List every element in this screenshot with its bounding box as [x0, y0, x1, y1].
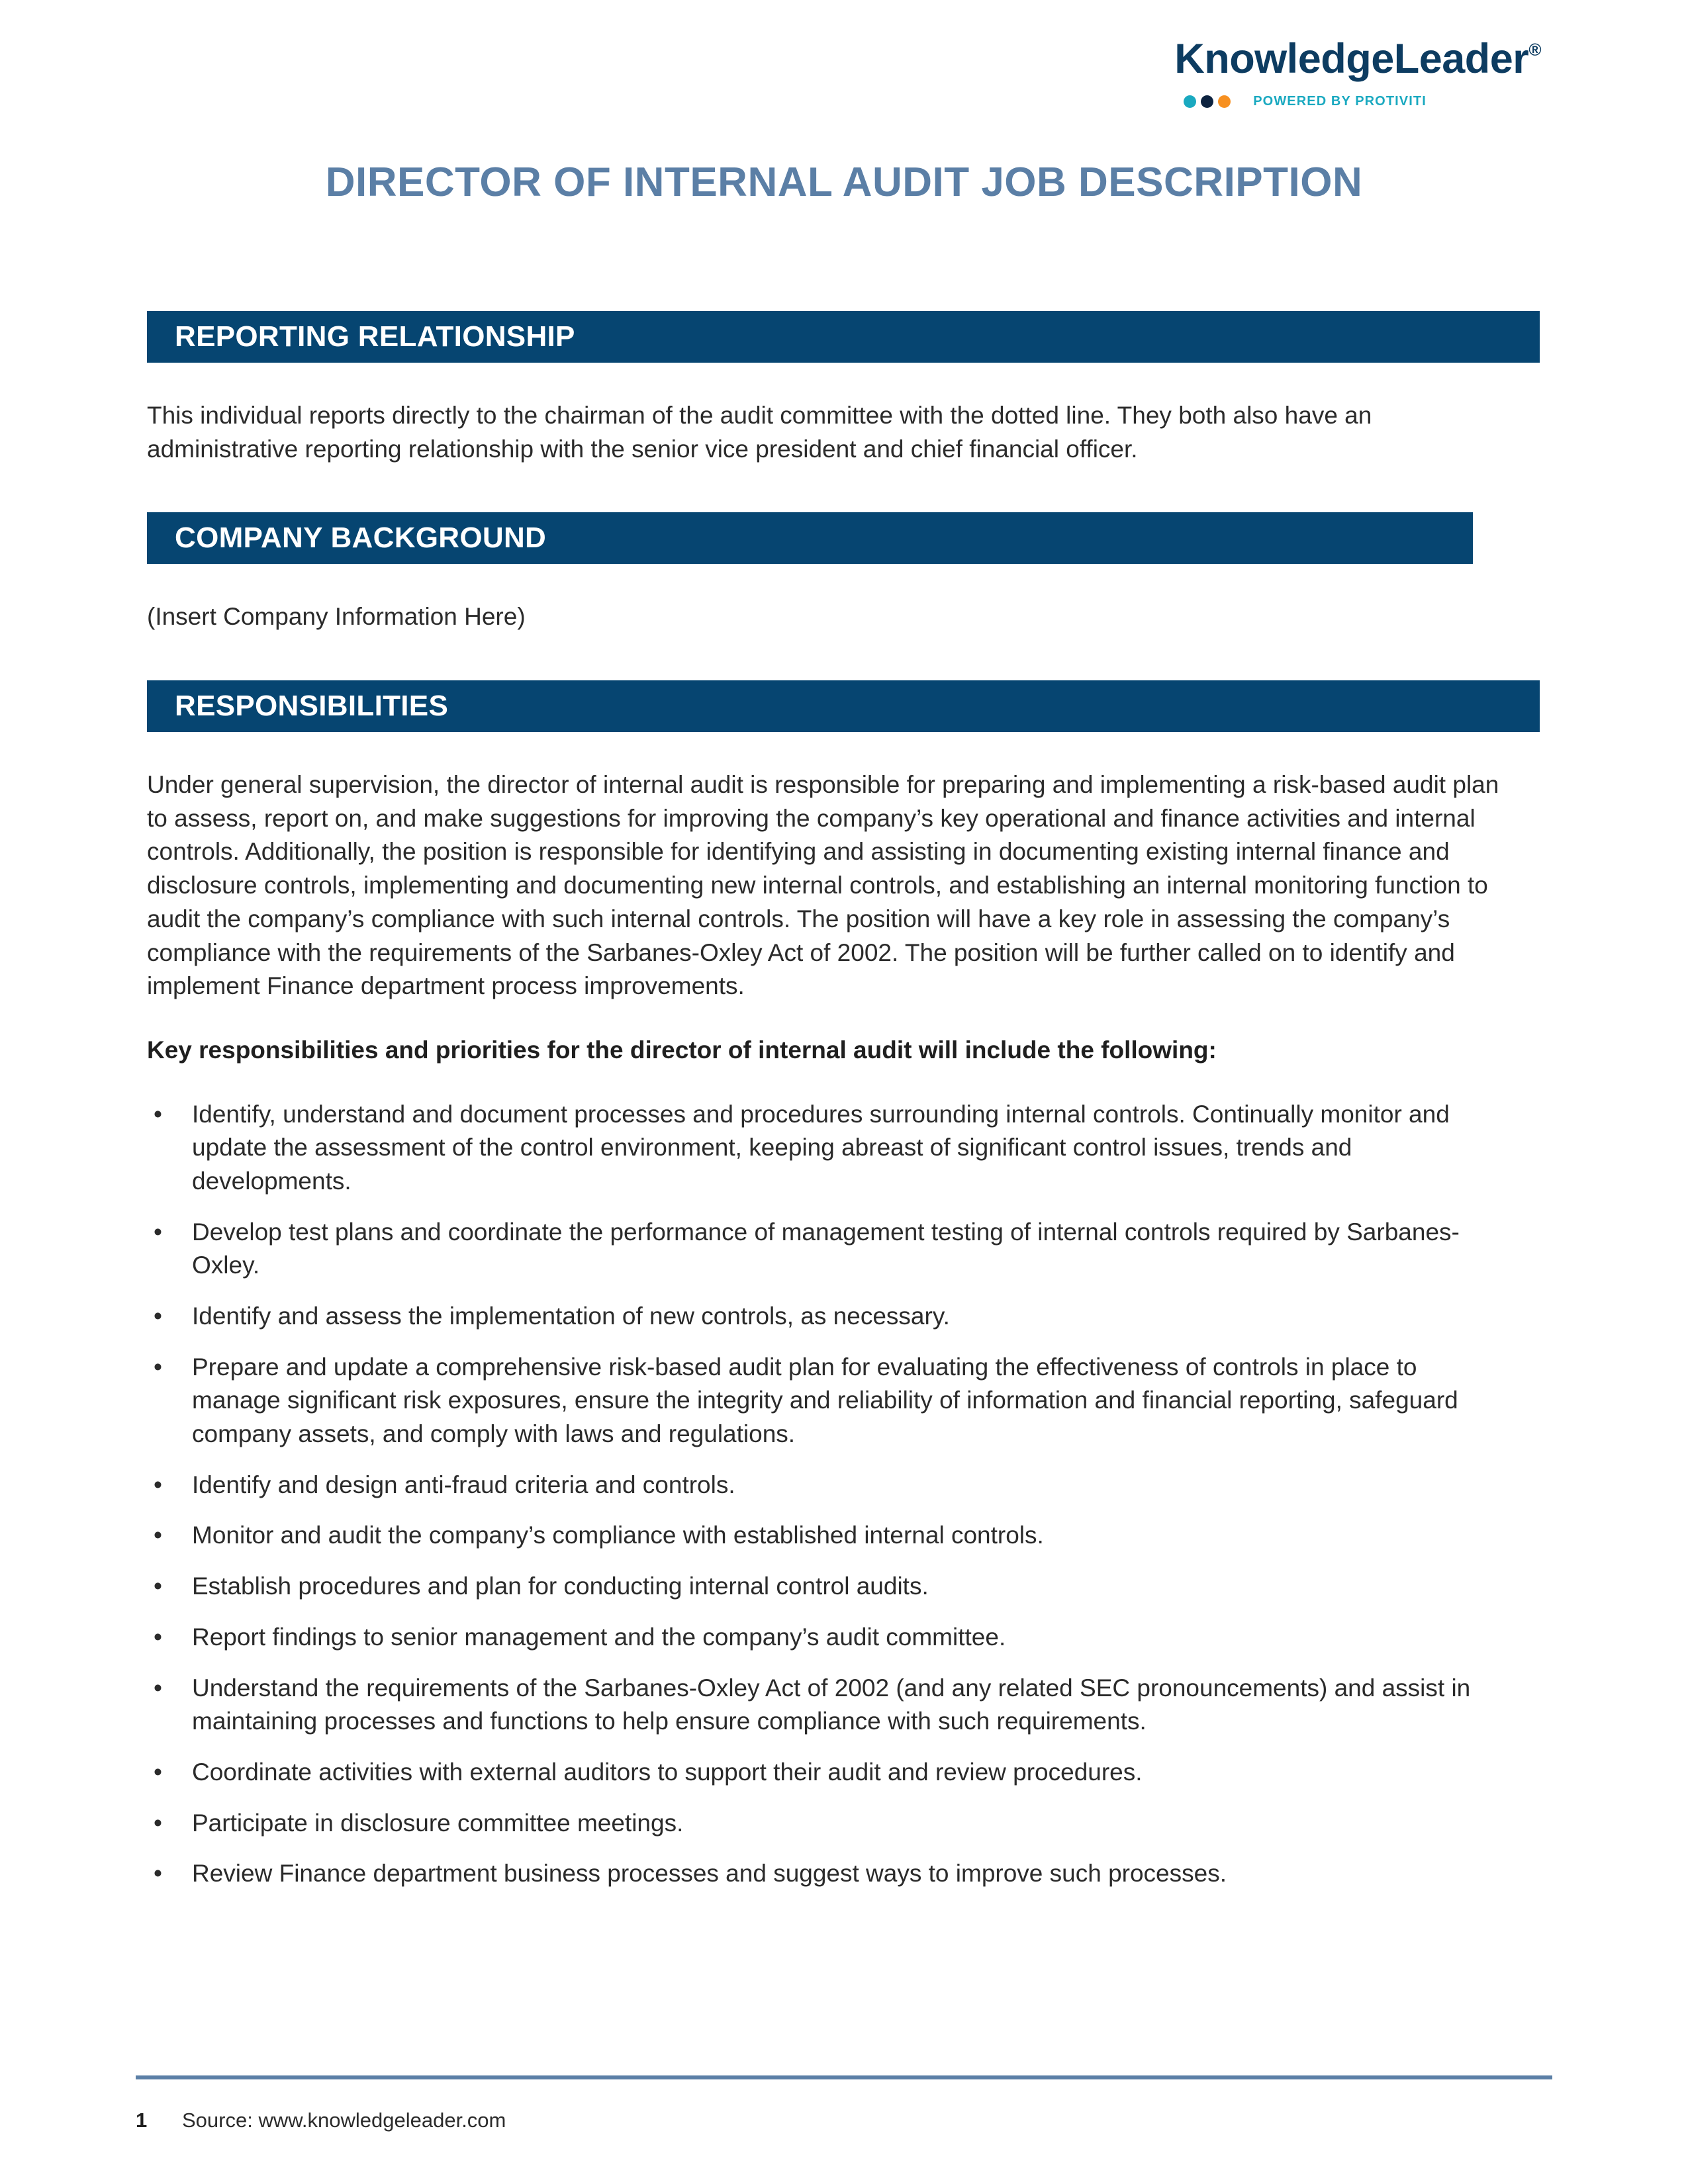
logo-tagline: POWERED BY PROTIVITI	[1253, 94, 1427, 109]
list-item: • Identify and design anti-fraud criteria and controls.	[147, 1469, 1503, 1502]
registered-trademark-icon: ®	[1528, 40, 1541, 60]
list-item: • Coordinate activities with external auditors to support their audit and review procedures.	[147, 1756, 1503, 1790]
section-header-responsibilities: RESPONSIBILITIES	[147, 680, 1540, 732]
list-item: • Report findings to senior management and the company’s audit committee.	[147, 1621, 1503, 1655]
page-title: DIRECTOR OF INTERNAL AUDIT JOB DESCRIPTION	[325, 159, 1363, 205]
spacer	[147, 732, 1540, 768]
list-item: • Develop test plans and coordinate the performance of management testing of internal controls required by Sarbanes-Oxley.	[147, 1216, 1503, 1283]
responsibilities-bullet-list	[147, 1098, 1540, 1891]
list-item: • Identify and assess the implementation of new controls, as necessary.	[147, 1300, 1503, 1334]
knowledgeleader-logo	[1174, 38, 1541, 108]
spacer	[147, 363, 1540, 399]
footer-divider	[136, 2075, 1552, 2079]
company-background-paragraph: (Insert Company Information Here)	[147, 603, 526, 631]
dot-orange-icon	[1218, 95, 1231, 108]
footer-row	[136, 2109, 1552, 2132]
dot-navy-icon	[1201, 95, 1213, 108]
three-dots-icon	[1184, 95, 1231, 108]
section-header-company-background: COMPANY BACKGROUND	[147, 512, 1473, 564]
list-item: • Participate in disclosure committee meetings.	[147, 1807, 1503, 1841]
logo-wordmark-text: KnowledgeLeader	[1174, 36, 1529, 82]
page-footer	[136, 2075, 1552, 2132]
section-header-reporting-relationship: REPORTING RELATIONSHIP	[147, 311, 1540, 363]
document-content	[147, 311, 1540, 1891]
list-item: • Identify, understand and document processes and procedures surrounding internal controls. Continually monitor and update the assessment of the control environment, keeping abreast of significant control issues, trends and developments.	[147, 1098, 1503, 1199]
logo-wordmark	[1174, 38, 1541, 80]
page-number: 1	[136, 2109, 148, 2132]
spacer	[147, 634, 1540, 680]
list-item: • Review Finance department business processes and suggest ways to improve such processes.	[147, 1857, 1503, 1891]
spacer	[147, 564, 1540, 600]
responsibilities-lead-in: Key responsibilities and priorities for the director of internal audit will include the following:	[147, 1036, 1217, 1064]
list-item: • Monitor and audit the company’s compliance with established internal controls.	[147, 1519, 1503, 1553]
spacer	[147, 1068, 1540, 1098]
list-item: • Establish procedures and plan for conducting internal control audits.	[147, 1570, 1503, 1604]
list-item: • Understand the requirements of the Sarbanes-Oxley Act of 2002 (and any related SEC pronouncements) and assist in maintaining processes and functions to help ensure compliance with such requirements.	[147, 1672, 1503, 1739]
list-item: • Prepare and update a comprehensive risk-based audit plan for evaluating the effectiveness of controls in place to manage significant risk exposures, ensure the integrity and reliability of information and financial reporting, safeguard company assets, and comply with laws and regulations.	[147, 1351, 1503, 1451]
responsibilities-paragraph: Under general supervision, the director of internal audit is responsible for preparing and implementing a risk-based audit plan to assess, report on, and make suggestions for improving the company’s key operational and finance activities and internal controls. Additionally, the position is responsible for identifying and assisting in documenting existing internal finance and disclosure controls, implementing and documenting new internal controls, and establishing an internal monitoring function to audit the company’s compliance with such internal controls. The position will have a key role in assessing the company’s compliance with the requirements of the Sarbanes-Oxley Act of 2002. The position will be further called on to identify and implement Finance department process improvements.	[147, 771, 1499, 1000]
reporting-relationship-paragraph: This individual reports directly to the chairman of the audit committee with the dotted line. They both also have an administrative reporting relationship with the senior vice president and chief financial officer.	[147, 402, 1372, 463]
logo-subline	[1174, 95, 1541, 108]
footer-source-text: Source: www.knowledgeleader.com	[182, 2109, 506, 2132]
dot-teal-icon	[1184, 95, 1196, 108]
spacer	[147, 1003, 1540, 1034]
spacer	[147, 466, 1540, 512]
